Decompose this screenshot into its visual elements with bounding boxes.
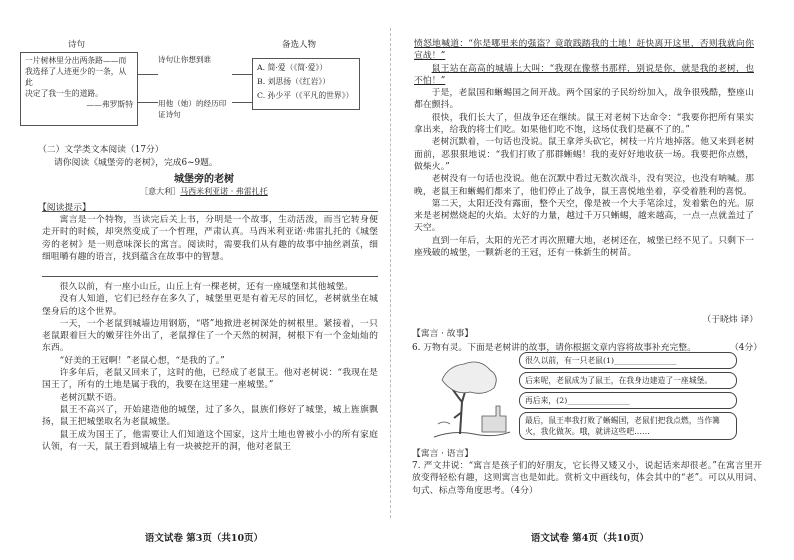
question-6-score: （4分） bbox=[730, 343, 762, 353]
section-instruction: 请你阅读《城堡旁的老树》，完成6~9题。 bbox=[54, 158, 218, 168]
poem-attribution: ——弗罗斯特 bbox=[86, 100, 133, 109]
story-paragraph: 很快，我们长大了，但战争还在继续。鼠王对老树下达命令：“我要你把所有果实拿出来，给我的将士们吃。如果他们吃不饱，这场仗我们是赢不了的。” bbox=[414, 112, 754, 136]
page-footer-left: 语文试卷 第3页（共10页） bbox=[144, 533, 264, 544]
story-bubble-1: 很久以前，有一只老鼠(1)________________ bbox=[519, 352, 737, 369]
story-paragraph: 鼠王站在高高的城墙上大叫：“我现在像蔡书那样，别说是你，就是我的老树，也不怕！” bbox=[414, 63, 754, 86]
comparison-block bbox=[20, 38, 360, 128]
middle-bottom-text: 用他（她）的经历印 证诗句 bbox=[158, 99, 227, 119]
question-7-text: 7. 严文井说：“寓言是孩子们的好朋友，它长得又矮又小，说起话来却很老。”在寓言里开放变得轻松有趣，这则寓言也是如此。赏析文中画线句，体会其中的“老”。可以从用词、句式、标点等角度思考。（4分） bbox=[412, 461, 762, 496]
question-6-illustration bbox=[424, 352, 754, 444]
candidate-a: A. 简·爱（《简·爱》） bbox=[257, 63, 328, 72]
story-paragraph: 第二天，太阳还没有露面，整个天空，像是被一个大手笔涂过，发着紫色的光。原来是老树燃烧起的火焰。太好的力量，越过千万只蜥蜴，越来越高，一点一点就盖过了天空。 bbox=[414, 198, 754, 234]
col-candidates-header: 备选人物 bbox=[282, 40, 317, 50]
candidates-box bbox=[252, 58, 360, 110]
question-7 bbox=[412, 460, 762, 497]
story-paragraph: 很久以前，有一座小山丘，山丘上有一棵老树，还有一座城堡和其他城堡。 bbox=[59, 282, 354, 292]
story-paragraph: 鼠王不高兴了，开始建造他的城堡，过了多久，鼠族们修好了城堡，城上旌旗飘扬，鼠王把城堡取名为老鼠城堡。 bbox=[42, 404, 378, 428]
story-paragraph: 于是，老鼠国和蜥蜴国之间开战。两个国家的子民纷纷加入，战争很残酷，整座山都在颤抖。 bbox=[414, 88, 754, 111]
page-footer-right: 语文试卷 第4页（共10页） bbox=[530, 533, 650, 544]
story-paragraph: 老树沉默着，一句话也没说。鼠王拿斧头砍它，树枝一片片地掉落。他又来到老树面前，恶狠狠地说：“我们打败了那群蜥蜴！我的麦好好地收获一场。我要把你点燃，做柴火。” bbox=[414, 137, 754, 172]
section-fable-language: 【寓言 · 语言】 bbox=[412, 449, 474, 459]
candidate-c: C. 孙少平（《平凡的世界》） bbox=[257, 91, 354, 100]
story-bubble-3: 再后来，(2)________________ bbox=[519, 392, 737, 409]
poem-line: 决定了我一生的道路。 bbox=[25, 89, 103, 98]
tips-box bbox=[42, 211, 378, 277]
tips-label: 【阅读提示】 bbox=[38, 203, 91, 213]
connector-line bbox=[232, 102, 252, 103]
old-tree-illustration bbox=[424, 352, 512, 442]
connector-line bbox=[138, 74, 158, 75]
author-name: 马西米利亚诺 · 弗雷扎托 bbox=[180, 187, 268, 196]
translator-credit: （于晓炜 译） bbox=[702, 315, 758, 325]
author-label: ［意大利］ bbox=[140, 187, 181, 196]
question-7-score: （4分） bbox=[509, 485, 538, 496]
story-paragraph: “好美的王冠啊！”老鼠心想，“是我的了。” bbox=[59, 355, 225, 366]
story-title: 城堡旁的老树 bbox=[174, 174, 234, 185]
story-body-left bbox=[42, 281, 378, 453]
page-4 bbox=[400, 0, 780, 560]
section-fable-story: 【寓言 · 故事】 bbox=[412, 329, 474, 339]
poem-line: 我选择了人迹更少的一条，从此 bbox=[25, 67, 127, 87]
poem-line: 一片树林里分出两条路——而 bbox=[25, 56, 127, 65]
story-paragraph: 一天，一个老鼠到城墙边用钢筋，“嗒”地掀进老树深处的树根里。紧接着，一只老鼠跟着巨大的嫩芽往外出了，老鼠撑住了一个天然的树洞，树根下有一个金灿灿的东西。 bbox=[42, 318, 378, 354]
candidate-b: B. 刘思扬（《红岩》） bbox=[257, 77, 331, 86]
page-3 bbox=[14, 0, 394, 560]
story-paragraph: 鼠王成为国王了，他需要让人们知道这个国家，这片土地也曾被小小的所有家庭认领，有一天，鼠王看到城墙上有一块被挖开的洞，他对老鼠王 bbox=[42, 429, 378, 452]
story-paragraph: 许多年后，老鼠又回来了，这时的他，已经成了老鼠王。他对老树说：“我现在是国王了，所有的土地是属于我的，我要在这里建一座城堡。” bbox=[42, 368, 378, 391]
middle-prompts bbox=[158, 54, 238, 119]
section-title: （二）文学类文本阅读（17分） bbox=[38, 145, 164, 155]
connector-line bbox=[232, 74, 252, 75]
center-fold-line bbox=[390, 28, 391, 518]
story-paragraph: 老树沉默不语。 bbox=[59, 392, 122, 403]
connector-line bbox=[138, 102, 158, 103]
story-body-right bbox=[414, 38, 754, 259]
question-6-text: 6. 万物有灵。下面是老树讲的故事，请你根据文章内容将故事补充完整。 bbox=[412, 343, 696, 353]
story-bubble-2: 后来呢，老鼠成为了鼠王，在我身边建造了一座城堡。 bbox=[519, 372, 737, 389]
col-poem-header: 诗句 bbox=[68, 40, 86, 50]
middle-top-text: 诗句让你想到谁 bbox=[158, 55, 212, 64]
story-bubble-4: 最后，鼠王率我打败了蜥蜴国，老鼠们把我点燃，当作篝火，我化做灰。哦，就讲这些吧…… bbox=[519, 412, 737, 440]
story-paragraph: 直到一年后，太阳的光芒才再次照耀大地，老树还在，城堡已经不见了。只剩下一座残破的城堡，一颗新老的王冠，还有一株新生的树苗。 bbox=[414, 235, 754, 259]
story-paragraph: 没有人知道，它们已经存在多久了，城堡里更是有着无尽的回忆，老树就坐在城堡身后的这个世界。 bbox=[42, 294, 378, 317]
story-paragraph: 愤怒地喊道：“你是哪里来的强盗？竟敢践踏我的土地！赶快离开这里，否则我就向你宣战！” bbox=[414, 39, 754, 62]
story-author bbox=[14, 186, 394, 197]
tips-text: 寓言是一个特物，当读完后关上书，分明是一个故事，生动活泼，而当它转身便走开时的时候，却突然变成了一个哲理，严肃认真。马西米利亚诺·弗雷扎托的《城堡旁的老树》是一则意味深长的寓言。阅读时，需要我们从有趣的故事中抽丝剥茧，细细咀嚼有趣的语言，找到蕴含在故事中的智慧。 bbox=[42, 215, 378, 263]
story-paragraph: 老树没有一句话也没说。他在沉默中看过无数次战斗，没有哭泣，也没有呐喊。那晚，老鼠王和蜥蜴们都来了，他们停止了战争，鼠王喜悦地坐着，享受着胜利的喜悦。 bbox=[414, 174, 754, 197]
poem-box bbox=[20, 52, 138, 126]
